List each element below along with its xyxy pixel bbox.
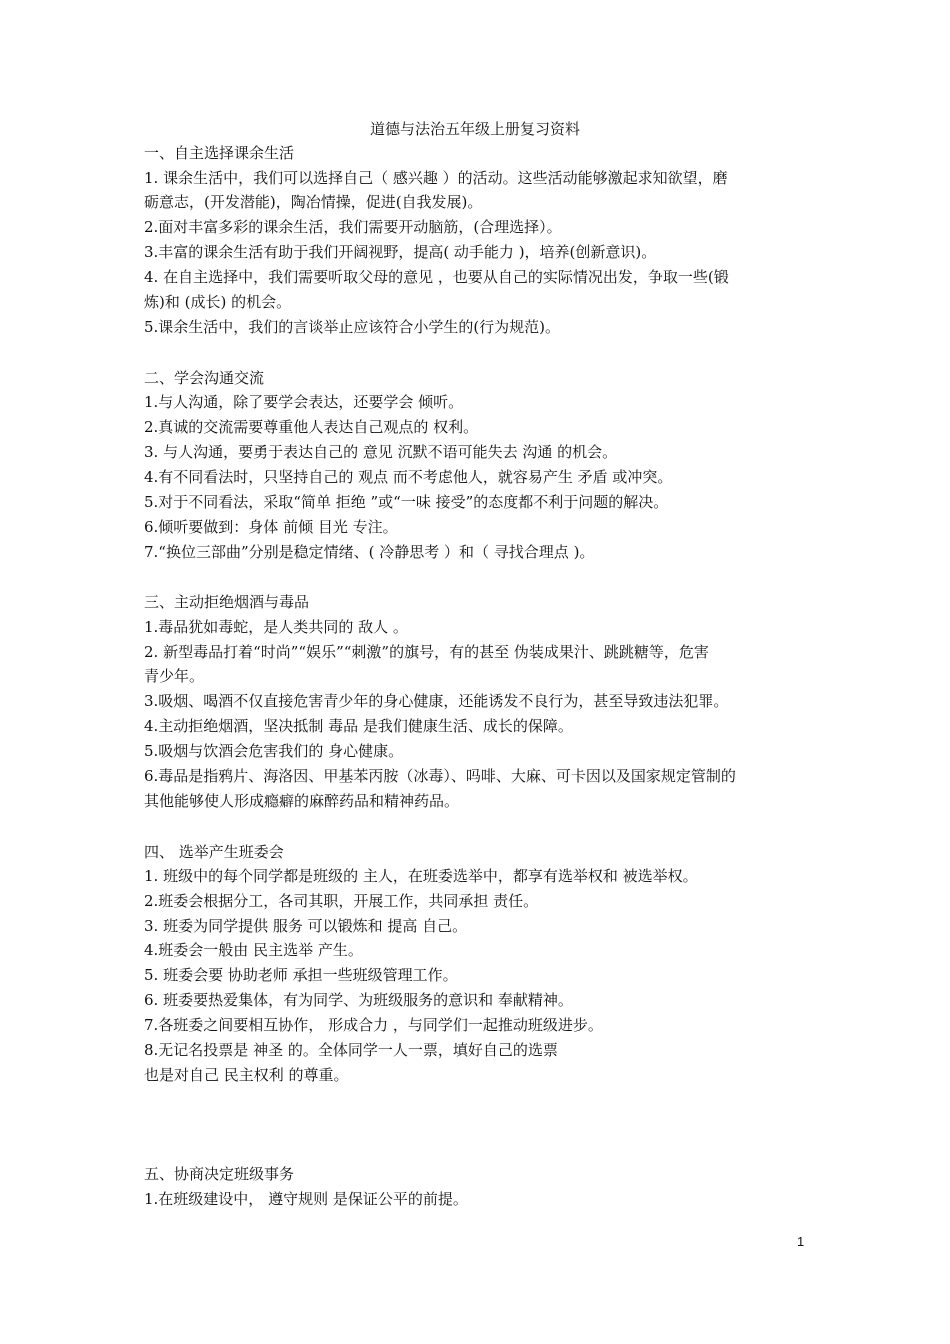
text-line: 2.班委会根据分工，各司其职，开展工作，共同承担 责任。 <box>144 892 539 910</box>
text-line: 1.在班级建设中， 遵守规则 是保证公平的前提。 <box>144 1190 468 1208</box>
text-line: 4.主动拒绝烟酒，坚决抵制 毒品 是我们健康生活、成长的保障。 <box>144 717 573 735</box>
text-line: 6. 班委要热爱集体，有为同学、为班级服务的意识和 奉献精神。 <box>144 991 573 1009</box>
text-line: 1. 班级中的每个同学都是班级的 主人，在班委选举中，都享有选举权和 被选举权。 <box>144 867 698 885</box>
text-line: 二、学会沟通交流 <box>144 369 265 387</box>
text-line: 3.丰富的课余生活有助于我们开阔视野，提高( 动手能力 )，培养(创新意识)。 <box>144 243 657 261</box>
text-line: 三、主动拒绝烟酒与毒品 <box>144 593 310 611</box>
text-line: 5.对于不同看法，采取“简单 拒绝 ”或“一味 接受”的态度都不利于问题的解决。 <box>144 493 669 511</box>
text-line: 4. 在自主选择中，我们需要听取父母的意见 ，也要从自己的实际情况出发，争取一些(锻 <box>144 268 729 286</box>
text-line: 也是对自己 民主权利 的尊重。 <box>144 1066 349 1084</box>
text-line: 4.班委会一般由 民主选举 产生。 <box>144 941 363 959</box>
text-line: 6.倾听要做到：身体 前倾 目光 专注。 <box>144 518 398 536</box>
text-line: 其他能够使人形成瘾癖的麻醉药品和精神药品。 <box>144 792 460 810</box>
text-line: 1.与人沟通，除了要学会表达，还要学会 倾听。 <box>144 393 464 411</box>
text-line: 7.“换位三部曲”分别是稳定情绪、( 冷静思考 ）和（ 寻找合理点 )。 <box>144 543 595 561</box>
text-line: 四、 选举产生班委会 <box>144 843 284 861</box>
page-number: 1 <box>797 1234 805 1249</box>
text-line: 五、协商决定班级事务 <box>144 1165 295 1183</box>
text-line: 3. 班委为同学提供 服务 可以锻炼和 提高 自己。 <box>144 917 468 935</box>
text-line: 6.毒品是指鸦片、海洛因、甲基苯丙胺（冰毒）、吗啡、大麻、可卡因以及国家规定管制的 <box>144 767 736 785</box>
text-line: 7.各班委之间要相互协作， 形成合力 ，与同学们一起推动班级进步。 <box>144 1016 603 1034</box>
text-line: 砺意志，(开发潜能)，陶冶情操，促进(自我发展)。 <box>144 193 483 211</box>
text-line: 5.吸烟与饮酒会危害我们的 身心健康。 <box>144 742 404 760</box>
text-line: 4.有不同看法时，只坚持自己的 观点 而不考虑他人，就容易产生 矛盾 或冲突。 <box>144 468 673 486</box>
document-title: 道德与法治五年级上册复习资料 <box>369 120 580 138</box>
text-line: 炼)和 (成长) 的机会。 <box>144 293 292 311</box>
text-line: 5. 班委会要 协助老师 承担一些班级管理工作。 <box>144 966 458 984</box>
text-line: 2.面对丰富多彩的课余生活，我们需要开动脑筋，(合理选择）。 <box>144 218 562 236</box>
text-line: 8.无记名投票是 神圣 的。全体同学一人一票，填好自己的选票 <box>144 1041 558 1059</box>
text-line: 青少年。 <box>144 667 205 685</box>
text-line: 一、自主选择课余生活 <box>144 144 295 162</box>
text-line: 2.真诚的交流需要尊重他人表达自己观点的 权利。 <box>144 418 479 436</box>
text-line: 5.课余生活中，我们的言谈举止应该符合小学生的(行为规范)。 <box>144 318 561 336</box>
text-line: 1. 课余生活中，我们可以选择自己（ 感兴趣 ）的活动。这些活动能够激起求知欲望，磨 <box>144 169 728 187</box>
text-line: 3. 与人沟通，要勇于表达自己的 意见 沉默不语可能失去 沟通 的机会。 <box>144 443 618 461</box>
text-line: 2. 新型毒品打着“时尚”“娱乐”“刺激”的旗号，有的甚至 伪装成果汁、跳跳糖等，危害 <box>144 643 709 661</box>
text-line: 1.毒品犹如毒蛇，是人类共同的 敌人 。 <box>144 618 408 636</box>
text-line: 3.吸烟、喝酒不仅直接危害青少年的身心健康，还能诱发不良行为，甚至导致违法犯罪。 <box>144 692 729 710</box>
